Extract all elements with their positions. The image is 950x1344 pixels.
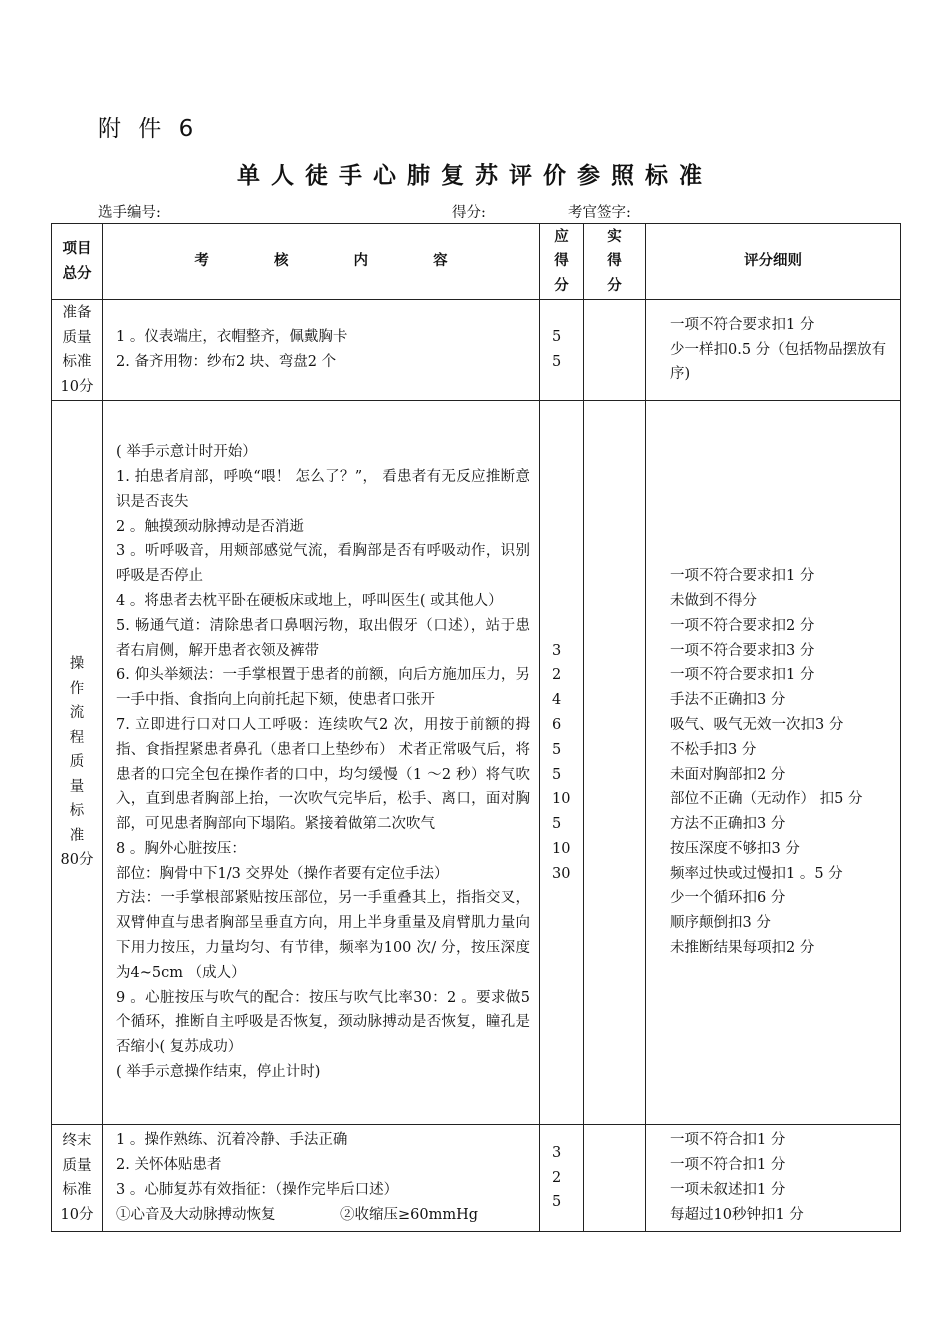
table-row-final [52,1125,901,1232]
row-content: ( 举手示意计时开始） 1. 拍患者肩部，呼唤“喂！ 怎么了？”， 看患者有无反应推断意识是否丧失 2 。触摸颈动脉搏动是否消逝 3 。听呼吸音，用颊部感觉气流，看胸部是否有呼吸动作，识别呼吸是否停止 4 。将患者去枕平卧在硬板床或地上，呼叫医生( 或其他人） 5. 畅通气道：清除患者口鼻咽污物，取出假牙（口述），站于患者右肩侧，解开患者衣领及裤带 6. 仰头举颏法：一手掌根置于患者的前额，向后方施加压力，另一手中指、食指向上向前托起下颏，使患者口张开 7. 立即进行口对口人工呼吸：连续吹气2 次，用按于前额的拇指、食指捏紧患者鼻孔（患者口上垫纱布） 术者正常吸气后，将患者的口完全包在操作者的口中，均匀缓慢（1 ～2 秒）将气吹入，直到患者胸部上抬，一次吹气完毕后，松手、离口，面对胸部，可见患者胸部向下塌陷。紧接着做第二次吹气 8 。胸外心脏按压： 部位：胸骨中下1/3 交界处（操作者要有定位手法） 方法：一手掌根部紧贴按压部位，另一手重叠其上，指指交叉，双臂伸直与患者胸部呈垂直方向，用上半身重量及肩臂肌力量向下用力按压，力量均匀、有节律，频率为100 次/ 分，按压深度为4~5cm （成人） 9 。心脏按压与吹气的配合：按压与吹气比率30：2 。要求做5 个循环，推断自主呼吸是否恢复，颈动脉搏动是否恢复，瞳孔是否缩小( 复苏成功） ( 举手示意操作结束，停止计时) [103,401,540,1125]
table-header-row [52,224,901,300]
header-content: 考 核 内 容 [103,224,540,300]
document-title: 单人徒手心肺复苏评价参照标准 [237,163,713,189]
row-item-total: 终末 质量 标准 10分 [52,1125,103,1232]
attachment-label: 附 件 6 [98,116,199,142]
player-number-label: 选手编号: [98,205,161,221]
row-detail: 一项不符合要求扣1 分 少一样扣0.5 分（包括物品摆放有序) [646,300,901,401]
row-actual-score-cell[interactable] [584,1125,646,1232]
evaluation-table [51,223,901,1232]
examiner-signature-label: 考官签字: [568,205,631,221]
header-should-score: 应 得 分 [540,224,584,300]
row-actual-score-cell[interactable] [584,401,646,1125]
score-label: 得分: [452,205,486,221]
header-detail: 评分细则 [646,224,901,300]
row-detail: 一项不符合扣1 分 一项不符合扣1 分 一项未叙述扣1 分 每超过10秒钟扣1 分 [646,1125,901,1232]
row-item-total: 操 作 流 程 质 量 标 准 80分 [52,401,103,1125]
header-item-total: 项目 总分 [52,224,103,300]
table-row-procedure [52,401,901,1125]
row-should-scores: 5 5 [540,300,584,401]
header-actual-score: 实 得 分 [584,224,646,300]
row-item-total: 准备 质量 标准 10分 [52,300,103,401]
table-row-preparation [52,300,901,401]
row-should-scores: 3 2 4 6 5 5 10 5 10 30 [540,401,584,1125]
row-should-scores: 3 2 5 [540,1125,584,1232]
row-actual-score-cell[interactable] [584,300,646,401]
row-content: 1 。操作熟练、沉着冷静、手法正确 2. 关怀体贴患者 3 。心肺复苏有效指征：（操作完毕后口述） ①心音及大动脉搏动恢复 ②收缩压≥60mmHg [103,1125,540,1232]
row-content: 1 。仪表端庄，衣帽整齐，佩戴胸卡 2. 备齐用物：纱布2 块、弯盘2 个 [103,300,540,401]
row-detail: 一项不符合要求扣1 分 未做到不得分 一项不符合要求扣2 分 一项不符合要求扣3 分 一项不符合要求扣1 分 手法不正确扣3 分 吸气、吸气无效一次扣3 分 不松手扣3 分 未面对胸部扣2 分 部位不正确（无动作） 扣5 分 方法不正确扣3 分 按压深度不够扣3 分 频率过快或过慢扣1 。5 分 少一个循环扣6 分 顺序颠倒扣3 分 未推断结果每项扣2 分 [646,401,901,1125]
